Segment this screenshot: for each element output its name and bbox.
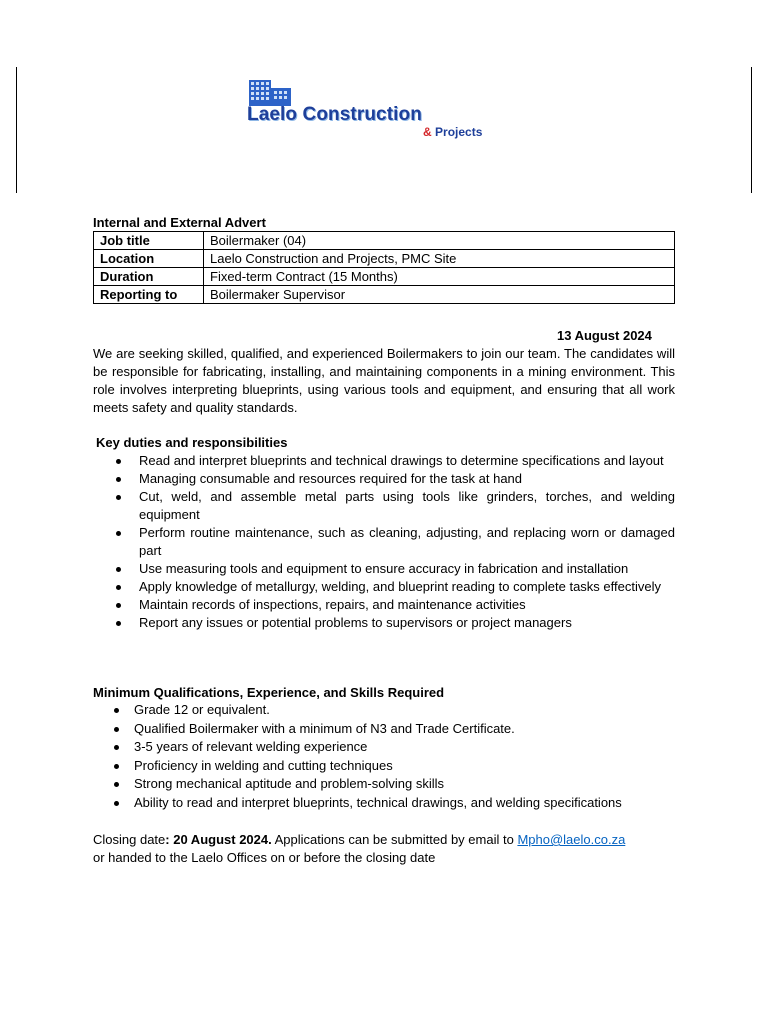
duties-list — [139, 452, 675, 632]
logo-subtitle-text: Projects — [435, 125, 483, 139]
table-row — [94, 268, 675, 286]
job-title-label: Job title — [94, 232, 204, 250]
closing-date: : 20 August 2024. — [165, 832, 272, 847]
closing-text: Applications can be submitted by email to — [271, 832, 518, 847]
job-info-table — [93, 231, 675, 304]
list-item: Ability to read and interpret blueprints, technical drawings, and welding specifications — [134, 794, 679, 813]
list-item: Use measuring tools and equipment to ensure accuracy in fabrication and installation — [139, 560, 675, 578]
advert-heading: Internal and External Advert — [93, 215, 266, 230]
list-item: Managing consumable and resources required for the task at hand — [139, 470, 675, 488]
right-margin-line — [751, 67, 752, 193]
list-item: Grade 12 or equivalent. — [134, 701, 679, 720]
qualifications-heading: Minimum Qualifications, Experience, and Skills Required — [93, 685, 445, 700]
left-margin-line — [16, 67, 17, 193]
location-value: Laelo Construction and Projects, PMC Site — [204, 250, 675, 268]
list-item: Apply knowledge of metallurgy, welding, and blueprint reading to complete tasks effectively — [139, 578, 675, 596]
list-item: Read and interpret blueprints and technical drawings to determine specifications and layout — [139, 452, 675, 470]
building-icon — [248, 78, 292, 106]
closing-label: Closing date — [93, 832, 166, 847]
table-row — [94, 250, 675, 268]
reporting-to-value: Boilermaker Supervisor — [204, 286, 675, 304]
list-item: Qualified Boilermaker with a minimum of N3 and Trade Certificate. — [134, 720, 679, 739]
logo-ampersand: & — [423, 125, 432, 139]
company-logo — [246, 78, 521, 144]
list-item: Report any issues or potential problems to supervisors or project managers — [139, 614, 675, 632]
list-item: Cut, weld, and assemble metal parts using tools like grinders, torches, and welding equipment — [139, 489, 675, 522]
location-label: Location — [94, 250, 204, 268]
intro-paragraph: We are seeking skilled, qualified, and experienced Boilermakers to join our team. The candidates will be responsible for fabricating, installing, and maintaining components in a mining environment. This role involves interpreting blueprints, using various tools and equipment, and ensuring that all work meets safety and quality standards. — [93, 346, 675, 415]
list-item: Maintain records of inspections, repairs, and maintenance activities — [139, 596, 675, 614]
closing-text-after: or handed to the Laelo Offices on or before the closing date — [93, 850, 436, 865]
list-item: Proficiency in welding and cutting techniques — [134, 757, 679, 776]
table-row — [94, 286, 675, 304]
duration-label: Duration — [94, 268, 204, 286]
qualifications-list — [134, 701, 679, 813]
closing-paragraph — [93, 831, 678, 867]
job-title-value: Boilermaker (04) — [204, 232, 675, 250]
list-item: Perform routine maintenance, such as cleaning, adjusting, and replacing worn or damaged part — [139, 525, 675, 558]
logo-subtitle — [423, 125, 482, 139]
advert-date: 13 August 2024 — [557, 328, 652, 343]
list-item: Strong mechanical aptitude and problem-solving skills — [134, 775, 679, 794]
logo-wordmark: Laelo Construction — [247, 104, 422, 125]
email-link[interactable]: Mpho@laelo.co.za — [517, 832, 626, 847]
table-row — [94, 232, 675, 250]
duration-value: Fixed-term Contract (15 Months) — [204, 268, 675, 286]
list-item: 3-5 years of relevant welding experience — [134, 738, 679, 757]
duties-heading: Key duties and responsibilities — [96, 435, 288, 450]
reporting-to-label: Reporting to — [94, 286, 204, 304]
